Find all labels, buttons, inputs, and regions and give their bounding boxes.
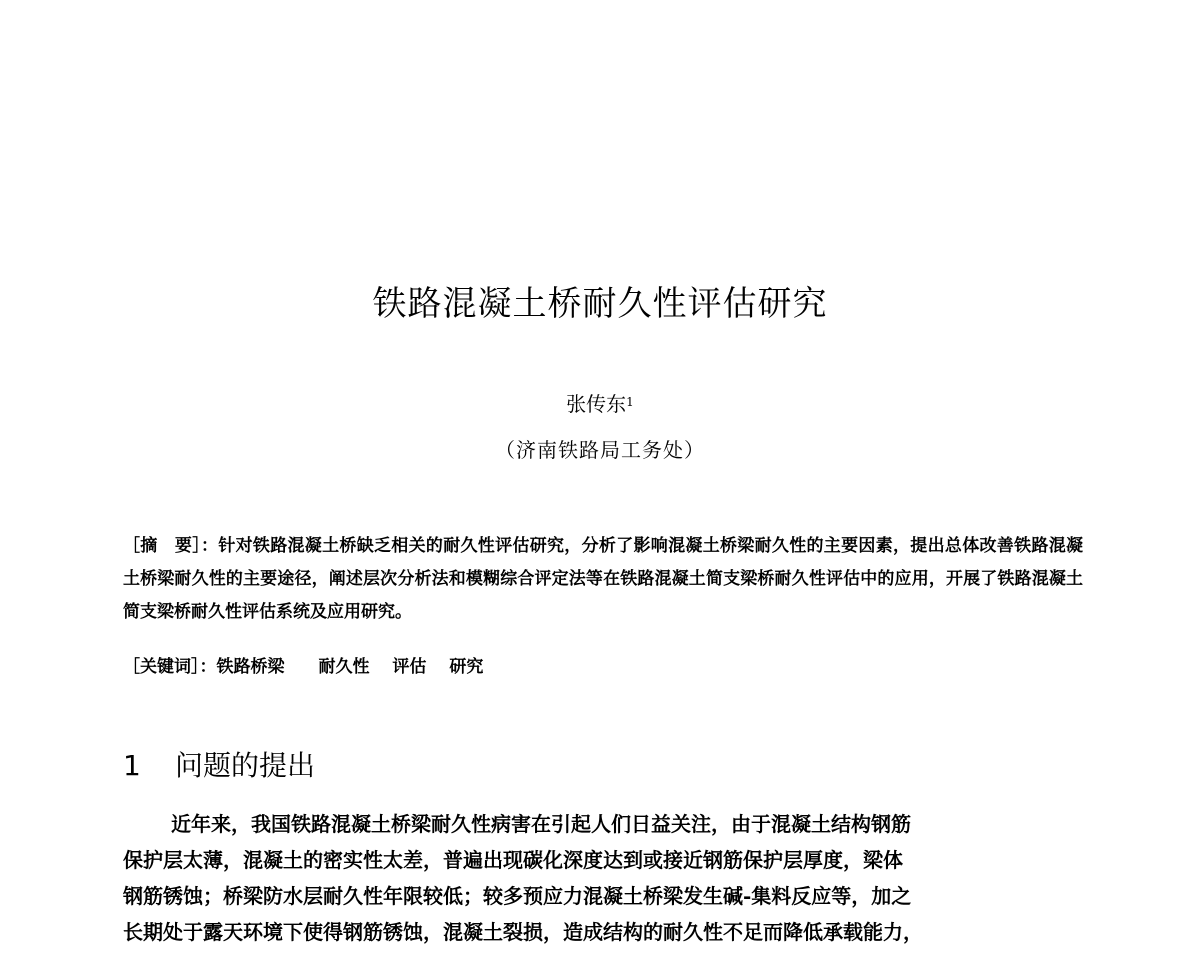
paper-title: 铁路混凝土桥耐久性评估研究 (372, 284, 828, 324)
author-affiliation: （济南铁路局工务处） (495, 438, 705, 462)
keywords-label: ［关键词］： (123, 657, 217, 677)
body-line: 钢筋锈蚀；桥梁防水层耐久性年限较低；较多预应力混凝土桥梁发生碱-集料反应等，加之 (123, 884, 912, 908)
author-footnote-mark: 1 (626, 395, 634, 409)
body-line: 保护层太薄，混凝土的密实性太差，普遍出现碳化深度达到或接近钢筋保护层厚度，梁体 (123, 848, 903, 872)
author-line (0, 390, 1200, 418)
keywords (123, 652, 1083, 682)
author-name: 张传东 (566, 392, 627, 416)
section-title: 问题的提出 (175, 749, 316, 782)
abstract-label: ［摘 要］： (123, 536, 219, 556)
keywords-text: 铁路桥梁 耐久性 评估 研究 (216, 657, 484, 677)
section-heading (123, 746, 315, 786)
body-paragraph (123, 806, 1083, 950)
abstract (123, 530, 1083, 629)
abstract-text: 针对铁路混凝土桥缺乏相关的耐久性评估研究，分析了影响混凝土桥梁耐久性的主要因素，提出总体改善铁路混凝土桥梁耐久性的主要途径，阐述层次分析法和模糊综合评定法等在铁路混凝土简支梁桥耐久性评估中的应用，开展了铁路混凝土简支梁桥耐久性评估系统及应用研究。 (123, 536, 1084, 622)
body-line: 近年来，我国铁路混凝土桥梁耐久性病害在引起人们日益关注，由于混凝土结构钢筋 (171, 812, 911, 836)
body-line: 长期处于露天环境下使得钢筋锈蚀，混凝土裂损，造成结构的耐久性不足而降低承载能力， (123, 920, 923, 944)
section-number: 1 (123, 749, 141, 782)
